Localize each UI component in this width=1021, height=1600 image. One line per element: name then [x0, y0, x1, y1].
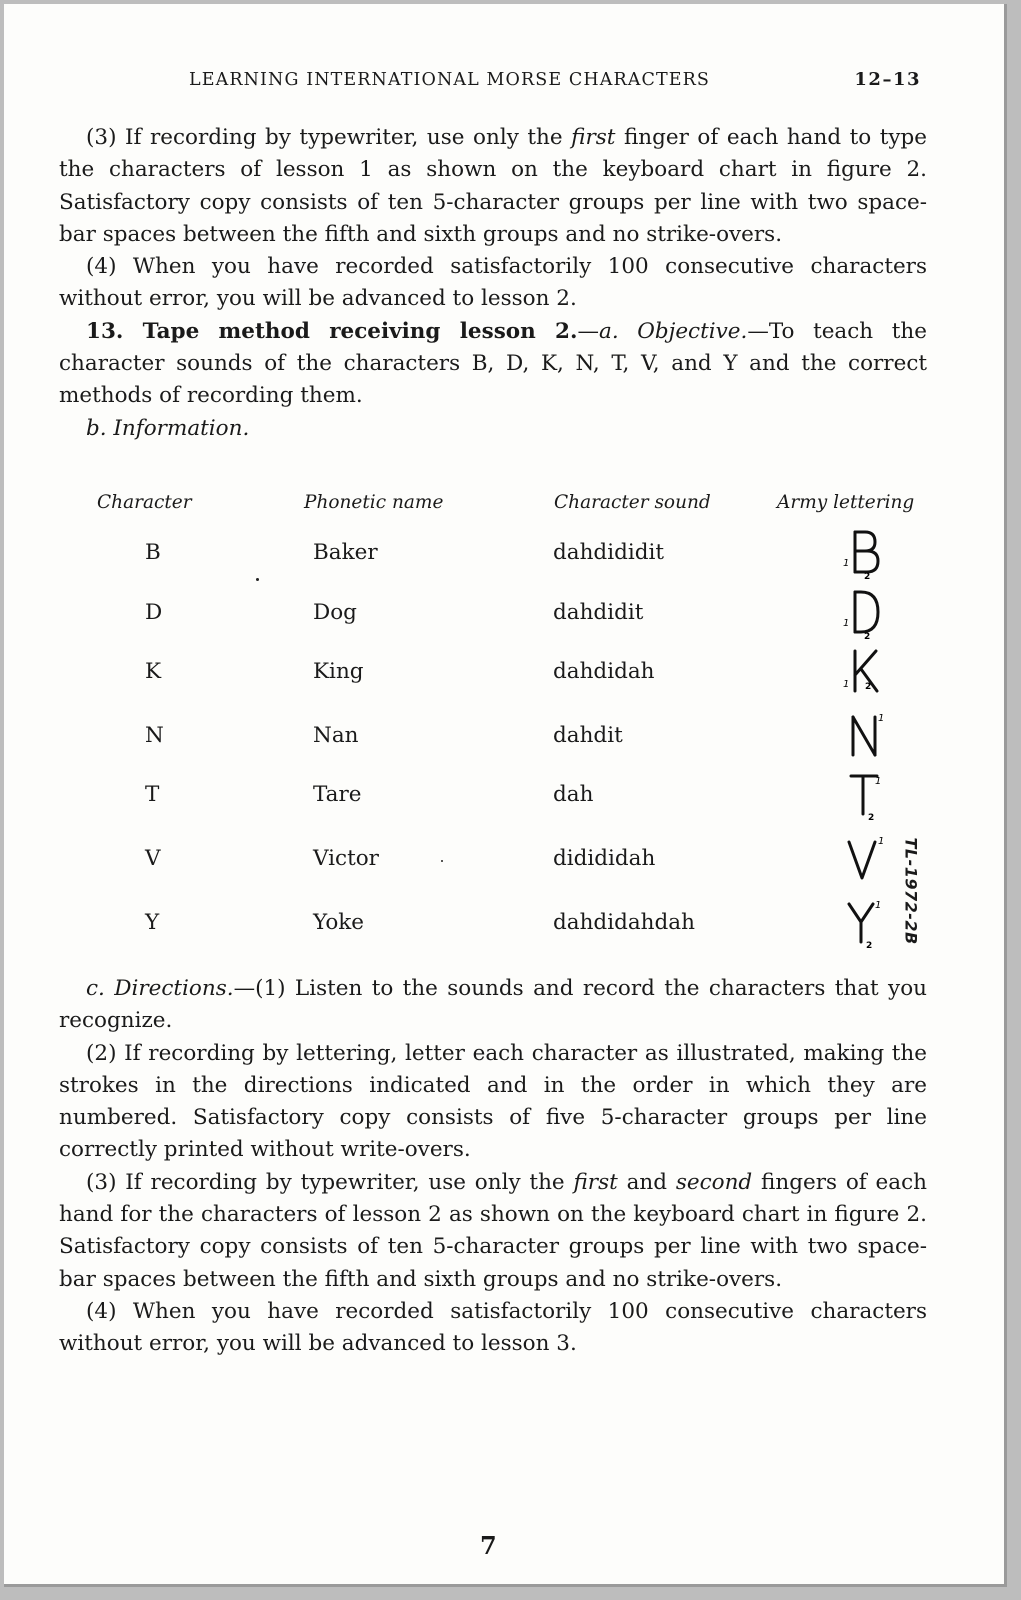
running-head: LEARNING INTERNATIONAL MORSE CHARACTERS: [189, 70, 710, 90]
phonetic-name-cell: King: [313, 659, 364, 684]
svg-text:1: 1: [878, 713, 885, 724]
character-cell: V: [145, 846, 161, 871]
table-row: [59, 900, 927, 950]
print-speck: [441, 860, 443, 862]
text-run: —(1) Listen to the sounds and record the characters that you recognize.: [59, 976, 927, 1034]
page-header: [189, 70, 921, 96]
character-cell: D: [145, 600, 163, 625]
column-header-character: Character: [97, 492, 192, 513]
svg-text:2: 2: [864, 632, 871, 640]
section-13-objective: [59, 316, 927, 413]
text-run: and: [617, 1169, 676, 1195]
text-run: (3) If recording by typewriter, use only the: [86, 125, 572, 150]
army-lettering-d-icon: [825, 586, 885, 640]
svg-text:1: 1: [843, 618, 850, 629]
character-sound-cell: dahdidit: [553, 600, 644, 625]
print-speck: [256, 578, 259, 581]
phonetic-name-cell: Yoke: [313, 910, 365, 935]
character-cell: T: [145, 782, 160, 807]
table-row: [59, 836, 927, 886]
objective-text: —To teach the character sounds of the characters B, D, K, N, T, V, and Y and the correct methods of recording them.: [59, 318, 927, 409]
figure-reference-text: TL-1972-2B: [901, 837, 921, 945]
paragraph-3: [59, 122, 927, 251]
page-reference: 12–13: [854, 69, 921, 90]
text-run: fingers of each hand for the characters of lesson 2 as shown on the keyboard chart in figure 2. Satisfactory copy consists of ten 5-character groups per line with two space-bar spaces between the fifth and sixth groups and no strike-overs.: [59, 1169, 927, 1292]
table-row: [59, 713, 927, 763]
character-sound-cell: dahdidahdah: [553, 910, 695, 935]
objective-label: a. Objective.: [599, 318, 748, 344]
emphasis: second: [675, 1169, 753, 1195]
column-header-phonetic-name: Phonetic name: [304, 492, 444, 513]
character-cell: B: [145, 540, 161, 565]
army-lettering-k-icon: [825, 645, 885, 699]
dash: —: [577, 318, 599, 344]
table-row: [59, 540, 927, 580]
phonetic-name-cell: Nan: [313, 723, 359, 748]
character-sound-cell: dahdidah: [553, 659, 655, 684]
figure-reference: [897, 837, 923, 960]
page-number: 7: [480, 1531, 497, 1560]
character-cell: Y: [145, 910, 160, 935]
directions-paragraph-2: (2) If recording by lettering, letter each character as illustrated, making the strokes in the directions indicated and in the order in which they are numbered. Satisfactory copy consists of five 5-character groups per line correctly printed without write-overs.: [59, 1040, 927, 1163]
directions-paragraph-1: [59, 973, 927, 1038]
table-row: [59, 600, 927, 640]
svg-text:1: 1: [878, 836, 885, 847]
svg-text:1: 1: [843, 679, 850, 690]
table-row: [59, 659, 927, 699]
character-sound-cell: dahdit: [553, 723, 623, 748]
directions-label: c. Directions.: [86, 976, 234, 1001]
phonetic-name-cell: Baker: [313, 540, 378, 565]
svg-text:1: 1: [875, 900, 882, 911]
phonetic-name-cell: Tare: [313, 782, 362, 807]
character-sound-cell: dah: [553, 782, 594, 807]
army-lettering-t-icon: [825, 768, 885, 822]
army-lettering-b-icon: [825, 526, 885, 580]
character-sound-cell: dahdididit: [553, 540, 664, 565]
phonetic-name-cell: Dog: [313, 600, 357, 625]
section-heading: 13. Tape method receiving lesson 2.: [86, 318, 578, 344]
svg-text:1: 1: [875, 776, 882, 787]
emphasis: first: [571, 125, 616, 150]
paragraph-4: (4) When you have recorded satisfactorily 100 consecutive characters without error, you will be advanced to lesson 2.: [59, 254, 927, 312]
svg-text:2: 2: [864, 572, 871, 580]
svg-text:1: 1: [843, 558, 850, 569]
information-label: b. Information.: [86, 415, 250, 441]
svg-text:2: 2: [865, 682, 872, 692]
character-cell: N: [145, 723, 164, 748]
document-page: [4, 4, 1007, 1587]
directions-paragraph-3: [59, 1167, 927, 1296]
text-run: (3) If recording by typewriter, use only the: [86, 1169, 574, 1195]
column-header-army-lettering: Army lettering: [777, 492, 915, 513]
paragraphs-lesson-1: [59, 122, 927, 445]
paragraphs-directions: [59, 973, 927, 1361]
svg-text:2: 2: [866, 941, 873, 950]
directions-paragraph-4: (4) When you have recorded satisfactorily 100 consecutive characters without error, you will be advanced to lesson 3.: [59, 1298, 927, 1357]
table-row: [59, 776, 927, 822]
army-lettering-y-icon: [825, 896, 885, 950]
column-header-character-sound: Character sound: [554, 492, 711, 513]
text-run: finger of each hand to type the characters of lesson 1 as shown on the keyboard chart in figure 2. Satisfactory copy consists of ten 5-character groups per line with two space-bar spaces between the fifth and sixth groups and no strike-overs.: [59, 125, 928, 247]
svg-text:2: 2: [868, 813, 875, 822]
phonetic-name-cell: Victor: [313, 846, 379, 871]
emphasis: first: [573, 1169, 618, 1195]
army-lettering-n-icon: [825, 709, 885, 763]
character-sound-cell: didididah: [553, 846, 656, 871]
army-lettering-v-icon: [825, 832, 885, 886]
character-cell: K: [145, 659, 162, 684]
information-label-paragraph: [59, 413, 927, 445]
